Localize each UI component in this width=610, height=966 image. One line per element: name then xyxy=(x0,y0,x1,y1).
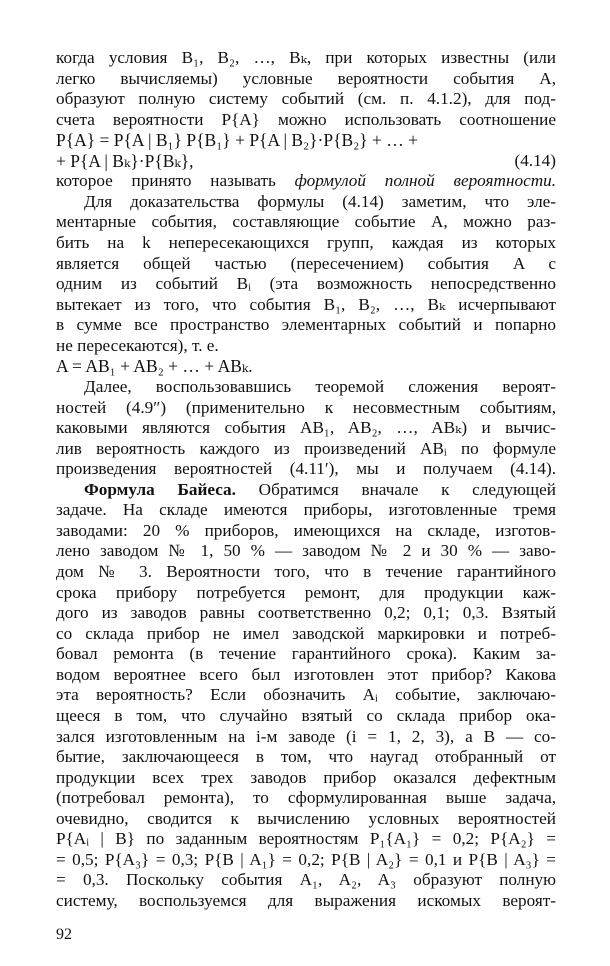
text-line-31: (потребовал ремонта), то сформулированная выше задача, xyxy=(56,788,556,807)
bayes-formula-heading: Формула Байеса. xyxy=(84,480,236,499)
text-line-20: дом № 3. Вероятности того, что в течение гарантийного xyxy=(56,562,556,581)
text-line-1: когда условия B₁, B₂, …, Bₖ, при которых известны (или xyxy=(56,48,556,67)
text-line-17: задаче. На складе имеются приборы, изготовленные тремя xyxy=(56,500,556,519)
formula-sum: A = AB₁ + AB₂ + … + ABₖ. xyxy=(56,356,253,376)
equation-number: (4.14) xyxy=(514,151,556,170)
text-line-25: водом вероятнее всего был изготовлен этот прибор? Какова xyxy=(56,665,556,684)
paragraph-start-proof: Для доказательства формулы (4.14) заметим, что эле- xyxy=(84,192,556,211)
text-line-27: щееся в том, что случайно взятый со склада прибор ока- xyxy=(56,706,556,725)
text-line-21: срока прибору потребуется ремонт, для продукции каж- xyxy=(56,583,556,602)
text-line-36: систему, воспользуемся для выражения искомых вероят- xyxy=(56,891,556,910)
text-line-23: со склада прибор не имел заводской маркировки и потреб- xyxy=(56,624,556,643)
text-line-11: в сумме все пространство элементарных событий и попарно xyxy=(56,315,556,334)
text-line-12: не пересекаются), т. е. xyxy=(56,336,219,355)
formula-4-14-line-2: + P{A | Bₖ}·P{Bₖ}, xyxy=(56,151,194,171)
text-line-28: зался изготовленным на i-м заводе (i = 1, 2, 3), а B — со- xyxy=(56,727,556,746)
text-line-3: образуют полную систему событий (см. п. 4.1.2), для под- xyxy=(56,89,556,108)
text-line-15: лив вероятность каждого из произведений ABᵢ по формуле xyxy=(56,439,556,458)
text-line-16: произведения вероятностей (4.11′), мы и получаем (4.14). xyxy=(56,459,556,478)
text-line-26: эта вероятность? Если обозначить Aᵢ событие, заключаю- xyxy=(56,685,556,704)
text-line-4: счета вероятности P{A} можно использовать соотношение xyxy=(56,110,556,129)
text-line-24: бовал ремонта (в течение гарантийного срока). Каким за- xyxy=(56,644,556,663)
text-line-9: одним из событий Bᵢ (эта возможность непосредственно xyxy=(56,274,556,293)
text-line-34: = 0,5; P{A₃} = 0,3; P{B | A₁} = 0,2; P{B | A₂} = 0,1 и P{B | A₃} = xyxy=(56,850,556,869)
text-line-32: очевидно, сводится к вычислению условных вероятностей xyxy=(56,809,556,828)
text-line-7: бить на k непересекающихся групп, каждая из которых xyxy=(56,233,556,252)
text-line-14: каковыми являются события AB₁, AB₂, …, ABₖ) и вычис- xyxy=(56,418,556,437)
term-total-probability: формулой полной вероятности. xyxy=(294,171,556,190)
text-line-22: дого из заводов равны соответственно 0,2; 0,1; 0,3. Взятый xyxy=(56,603,556,622)
text-line-33: P{Aᵢ | B} по заданным вероятностям P₁{A₁} = 0,2; P{A₂} = xyxy=(56,829,556,848)
text-line-18: заводами: 20 % приборов, имеющихся на складе, изготов- xyxy=(56,521,556,540)
text-line-2: легко вычисляемы) условные вероятности события A, xyxy=(56,69,556,88)
text-line-6: ментарные события, составляющие событие A, можно раз- xyxy=(56,212,556,231)
text-line-8: является общей частью (пересечением) события A с xyxy=(56,254,556,273)
section-heading-bayes: Формула Байеса. Обратимся вначале к следующей xyxy=(84,480,556,499)
page-number: 92 xyxy=(56,926,72,943)
text-line-5: которое принято называть формулой полной вероятности. xyxy=(56,171,556,190)
formula-4-14-line-1: P{A} = P{A | B₁} P{B₁} + P{A | B₂}·P{B₂} + … + xyxy=(56,130,419,150)
text-line-35: = 0,3. Поскольку события A₁, A₂, A₃ образуют полную xyxy=(56,870,556,889)
text-line-29: бытие, заключающееся в том, что наугад отобранный от xyxy=(56,747,556,766)
paragraph-start-further: Далее, воспользовавшись теоремой сложения вероят- xyxy=(84,377,556,396)
text-line-30: продукции всех трех заводов прибор оказался дефектным xyxy=(56,768,556,787)
text-line-19: лено заводом № 1, 50 % — заводом № 2 и 30 % — заво- xyxy=(56,541,556,560)
text-line-10: вытекает из того, что события B₁, B₂, …, Bₖ исчерпывают xyxy=(56,295,556,314)
text-line-13: ностей (4.9″) (применительно к несовместным событиям, xyxy=(56,398,556,417)
